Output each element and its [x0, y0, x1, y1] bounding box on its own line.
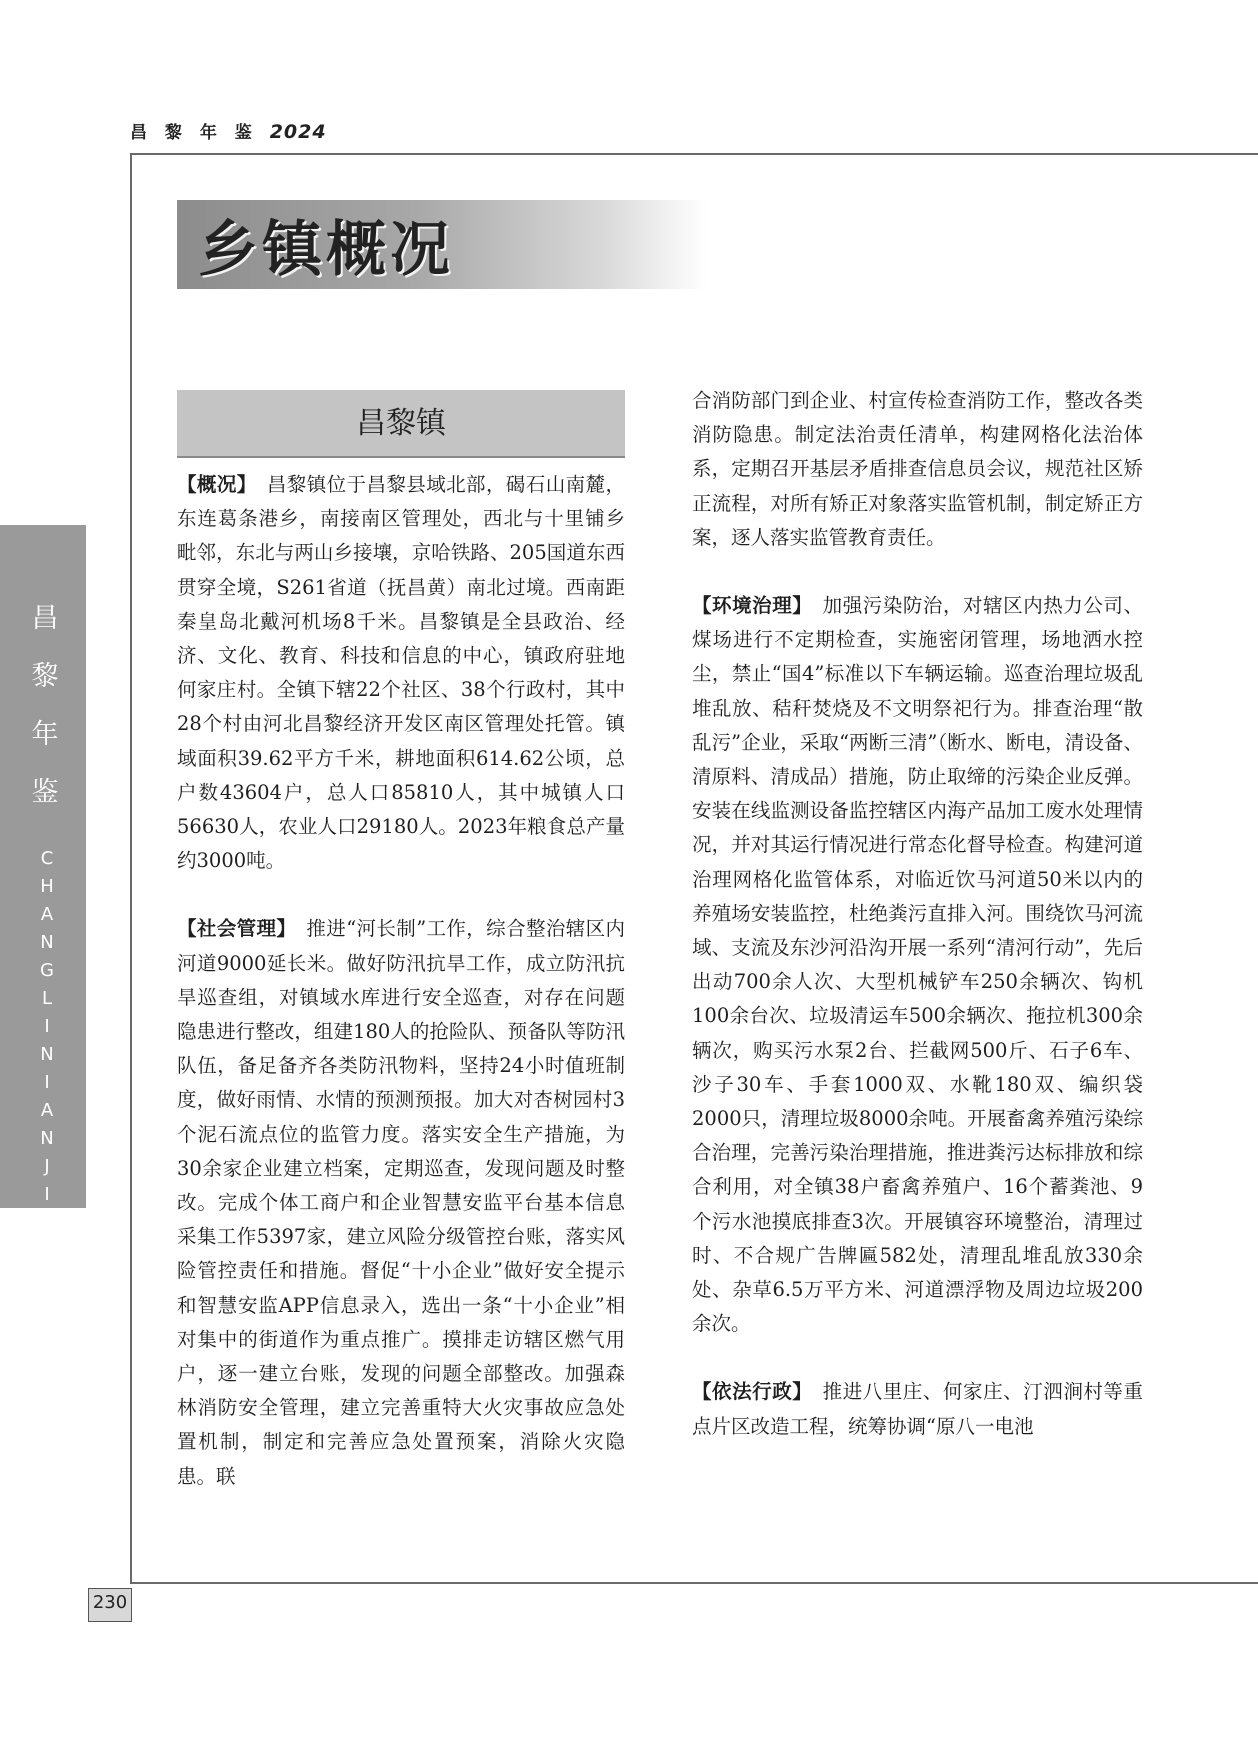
running-head: [130, 118, 327, 143]
side-letter: J: [44, 1156, 50, 1177]
side-letter: N: [40, 1240, 54, 1261]
side-letter: N: [40, 1128, 54, 1149]
paragraph-law: [692, 1375, 1143, 1443]
frame-bottom-rule: [130, 1582, 1258, 1584]
paragraph-social: [177, 912, 625, 1493]
heading-overview: 【概况】: [177, 473, 257, 496]
side-letter: A: [40, 904, 54, 925]
side-tab-chinese: [30, 590, 60, 822]
side-char: 黎: [31, 661, 59, 692]
side-tab-pinyin: [32, 845, 62, 1265]
paragraph-environment: [692, 589, 1143, 1341]
paragraph-social-continued: [692, 384, 1143, 555]
right-column: [692, 384, 1143, 1564]
section-title: 乡镇概况: [198, 215, 454, 285]
text-environment: 加强污染防治，对辖区内热力公司、煤场进行不定期检查，实施密闭管理，场地洒水控尘，禁止“国4”标准以下车辆运输。巡查治理垃圾乱堆乱放、秸秆焚烧及不文明祭祀行为。排查治理“散乱污”企业，采取“两断三清”（断水、断电，清设备、清原料、清成品）措施，防止取缔的污染企业反弹。安装在线监测设备监控辖区内海产品加工废水处理情况，并对其运行情况进行常态化督导检查。构建河道治理网格化监管体系，对临近饮马河道50米以内的养殖场安装监控，杜绝粪污直排入河。围绕饮马河流域、支流及东沙河沿沟开展一系列“清河行动”，先后出动700余人次、大型机械铲车250余辆次、钩机100余台次、垃圾清运车500余辆次、拖拉机300余辆次，购买污水泵2台、拦截网500斤、石子6车、沙子30车、手套1000双、水靴180双、编织袋2000只，清理垃圾8000余吨。开展畜禽养殖污染综合治理，完善污染治理措施，推进粪污达标排放和综合利用，对全镇38户畜禽养殖户、16个蓄粪池、9个污水池摸底排查3次。开展镇容环境整治，清理过时、不合规广告牌匾582处，清理乱堆乱放330余处、杂草6.5万平方米、河道漂浮物及周边垃圾200余次。: [692, 594, 1143, 1336]
text-social: 推进“河长制”工作，综合整治辖区内河道9000延长米。做好防汛抗旱工作，成立防汛抗旱巡查组，对镇域水库进行安全巡查，对存在问题隐患进行整改，组建180人的抢险队、预备队等防汛队伍，备足备齐各类防汛物料，坚持24小时值班制度，做好雨情、水情的预测预报。加大对杏树园村3个泥石流点位的监管力度。落实安全生产措施，为30余家企业建立档案，定期巡查，发现问题及时整改。完成个体工商户和企业智慧安监平台基本信息采集工作5397家，建立风险分级管控台账，落实风险管控责任和措施。督促“十小企业”做好安全提示和智慧安监APP信息录入，选出一条“十小企业”相对集中的街道作为重点推广。摸排走访辖区燃气用户，逐一建立台账，发现的问题全部整改。加强森林消防安全管理，建立完善重特大火灾事故应急处置机制，制定和完善应急处置预案，消除火灾隐患。联: [177, 917, 625, 1488]
running-head-title: 昌 黎 年 鉴: [130, 123, 258, 143]
text-overview: 昌黎镇位于昌黎县域北部，碣石山南麓，东连葛条港乡，南接南区管理处，西北与十里铺乡毗邻，东北与两山乡接壤，京哈铁路、205国道东西贯穿全境，S261省道（抚昌黄）南北过境。西南距秦皇岛北戴河机场8千米。昌黎镇是全县政治、经济、文化、教育、科技和信息的中心，镇政府驻地何家庄村。全镇下辖22个社区、38个行政村，其中28个村由河北昌黎经济开发区南区管理处托管。镇域面积39.62平方千米，耕地面积614.62公顷，总户数43604户，总人口85810人，其中城镇人口56630人，农业人口29180人。2023年粮食总产量约3000吨。: [177, 473, 625, 873]
text-law: 推进八里庄、何家庄、汀泗涧村等重点片区改造工程，统筹协调“原八一电池: [692, 1380, 1143, 1438]
frame-top-rule: [130, 153, 1258, 155]
side-letter: C: [40, 848, 54, 869]
side-char: 鉴: [31, 777, 59, 808]
side-letter: L: [41, 988, 53, 1009]
running-head-year: 2024: [269, 121, 327, 143]
side-letter: N: [40, 932, 54, 953]
side-letter: I: [44, 1184, 50, 1205]
text-social-continued: 合消防部门到企业、村宣传检查消防工作，整改各类消防隐患。制定法治责任清单，构建网格化法治体系，定期召开基层矛盾排查信息员会议，规范社区矫正流程，对所有矫正对象落实监管机制，制定矫正方案，逐人落实监管教育责任。: [692, 389, 1143, 549]
side-letter: A: [40, 1212, 54, 1233]
heading-environment: 【环境治理】: [692, 594, 813, 618]
side-letter: N: [40, 1044, 54, 1065]
paragraph-overview: [177, 468, 625, 878]
side-char: 年: [31, 719, 59, 750]
side-char: 昌: [31, 603, 59, 634]
heading-social: 【社会管理】: [177, 917, 297, 941]
side-letter: I: [44, 1016, 50, 1037]
left-column: [177, 468, 625, 1568]
page-number: 230: [92, 1592, 128, 1613]
side-letter: I: [44, 1072, 50, 1093]
side-letter: A: [40, 1100, 54, 1121]
frame-left-rule: [130, 153, 132, 1584]
side-letter: H: [40, 876, 54, 897]
side-letter: G: [40, 960, 54, 981]
town-name: 昌黎镇: [356, 406, 446, 441]
heading-law: 【依法行政】: [692, 1380, 813, 1404]
